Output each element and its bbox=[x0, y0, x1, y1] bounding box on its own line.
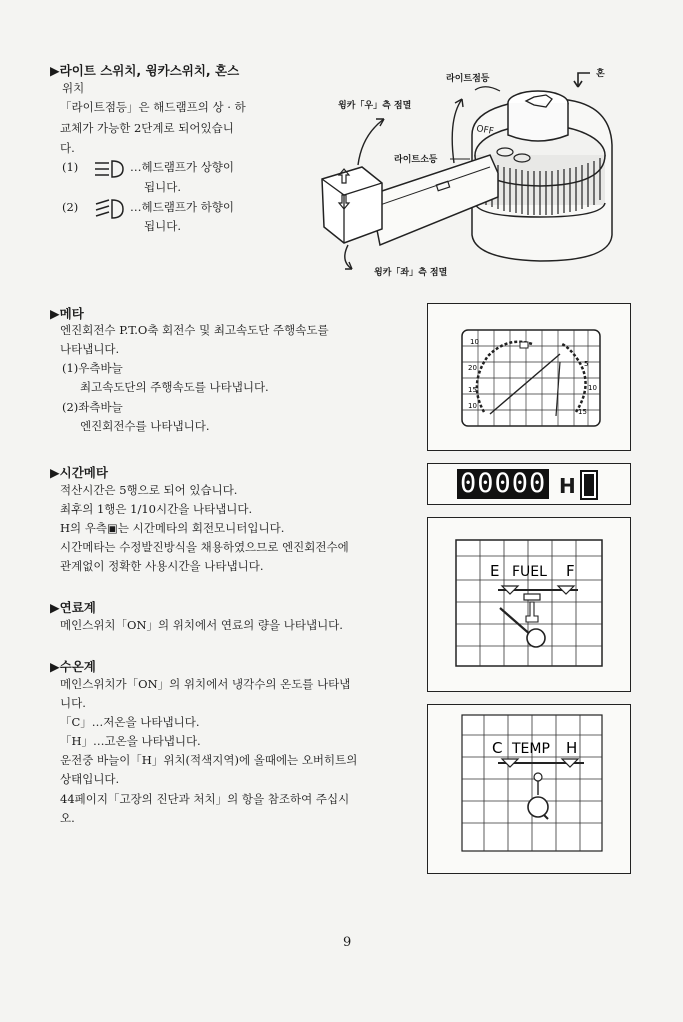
fuel-heading: ▶연료계 bbox=[50, 600, 96, 615]
light-switch-heading-cont: 위치 bbox=[62, 81, 85, 95]
light-switch-line-1: 「라이트점등」은 해드램프의 상 · 하 bbox=[60, 100, 246, 114]
item1-cont: 됩니다. bbox=[144, 180, 181, 194]
hour-meter-line-1: 적산시간은 5행으로 되어 있습니다. bbox=[60, 483, 238, 497]
hour-meter-unit: H bbox=[559, 474, 576, 498]
fuel-line-1: 메인스위치「ON」의 위치에서 연료의 량을 나타냅니다. bbox=[60, 618, 343, 632]
headlamp-high-icon bbox=[92, 158, 126, 180]
light-switch-line-2: 교체가 가능한 2단계로 되어있습니 bbox=[60, 121, 234, 135]
combination-switch-illustration bbox=[300, 55, 650, 285]
item2-cont: 됩니다. bbox=[144, 219, 181, 233]
label-wink-right: 윙카「우」측 점멸 bbox=[338, 101, 412, 111]
svg-text:20: 20 bbox=[468, 364, 477, 372]
tachometer-drawing bbox=[428, 304, 630, 450]
svg-text:10: 10 bbox=[470, 338, 479, 346]
hour-meter-line-3: H의 우측▣는 시간메타의 회전모니터입니다. bbox=[60, 521, 285, 535]
temp-line-1: 메인스위치가「ON」의 위치에서 냉각수의 온도를 나타냅 bbox=[60, 677, 351, 691]
label-light-on: 라이트점등 bbox=[446, 74, 490, 84]
temp-heading: ▶수온계 bbox=[50, 659, 96, 674]
temp-line-4: 「H」…고온을 나타냅니다. bbox=[60, 734, 201, 748]
hour-meter-line-5: 관계없이 정확한 사용시간을 나타냅니다. bbox=[60, 559, 264, 573]
meter-figure bbox=[427, 303, 631, 451]
item1-text: …헤드램프가 상향이 bbox=[130, 160, 235, 174]
temp-line-3: 「C」…저온을 나타냅니다. bbox=[60, 715, 200, 729]
rotation-monitor-icon bbox=[580, 470, 598, 500]
item2-number: (2) bbox=[62, 200, 79, 214]
fuel-label-f: F bbox=[566, 562, 575, 580]
meter-line-6: 엔진회전수를 나타냅니다. bbox=[80, 419, 210, 433]
label-light-off: 라이트소등 bbox=[394, 155, 438, 165]
temp-gauge-drawing bbox=[428, 705, 630, 873]
fuel-gauge-drawing bbox=[428, 518, 630, 691]
svg-text:10: 10 bbox=[468, 402, 477, 410]
svg-text:15: 15 bbox=[578, 408, 587, 416]
meter-heading: ▶메타 bbox=[50, 306, 84, 321]
svg-text:10: 10 bbox=[588, 384, 597, 392]
temp-line-8: 오. bbox=[60, 811, 75, 825]
hour-meter-line-4: 시간메타는 수정발진방식을 채용하였으므로 엔진회전수에 bbox=[60, 540, 349, 554]
headlamp-low-icon bbox=[92, 197, 126, 221]
page-number: 9 bbox=[343, 935, 352, 950]
label-wink-left: 윙카「좌」측 점멸 bbox=[374, 268, 448, 278]
item1-number: (1) bbox=[62, 160, 79, 174]
meter-line-4: 최고속도단의 주행속도를 나타냅니다. bbox=[80, 380, 269, 394]
fuel-label-mid: FUEL bbox=[512, 564, 547, 580]
light-switch-heading: ▶라이트 스위치, 윙카스위치, 혼스 bbox=[50, 63, 240, 78]
meter-line-3: (1)우측바늘 bbox=[62, 361, 123, 375]
temp-line-2: 니다. bbox=[60, 696, 86, 710]
temp-label-mid: TEMP bbox=[512, 741, 550, 757]
temp-line-5: 운전중 바늘이「H」위치(적색지역)에 올때에는 오버히트의 bbox=[60, 753, 358, 767]
temp-line-7: 44페이지「고장의 진단과 처치」의 항을 참조하여 주십시 bbox=[60, 792, 350, 806]
meter-line-1: 엔진회전수 P.T.O축 회전수 및 최고속도단 주행속도를 bbox=[60, 323, 329, 337]
temp-line-6: 상태입니다. bbox=[60, 772, 120, 786]
hour-meter-heading: ▶시간메타 bbox=[50, 465, 108, 480]
hour-meter-digits: 00000 bbox=[457, 469, 549, 499]
meter-line-2: 나타냅니다. bbox=[60, 342, 120, 356]
item2-text: …헤드램프가 하향이 bbox=[130, 200, 235, 214]
off-label: OFF bbox=[475, 124, 495, 137]
hour-meter-figure bbox=[427, 463, 631, 505]
fuel-label-e: E bbox=[490, 562, 500, 580]
label-horn: 혼 bbox=[596, 69, 605, 79]
temp-label-c: C bbox=[492, 739, 503, 757]
temp-label-h: H bbox=[566, 739, 578, 757]
fuel-gauge-figure bbox=[427, 517, 631, 692]
hour-meter-line-2: 최후의 1행은 1/10시간을 나타냅니다. bbox=[60, 502, 253, 516]
meter-line-5: (2)좌측바늘 bbox=[62, 400, 123, 414]
light-switch-line-3: 다. bbox=[60, 141, 75, 155]
svg-text:15: 15 bbox=[468, 386, 477, 394]
svg-text:5: 5 bbox=[584, 360, 589, 368]
temp-gauge-figure bbox=[427, 704, 631, 874]
